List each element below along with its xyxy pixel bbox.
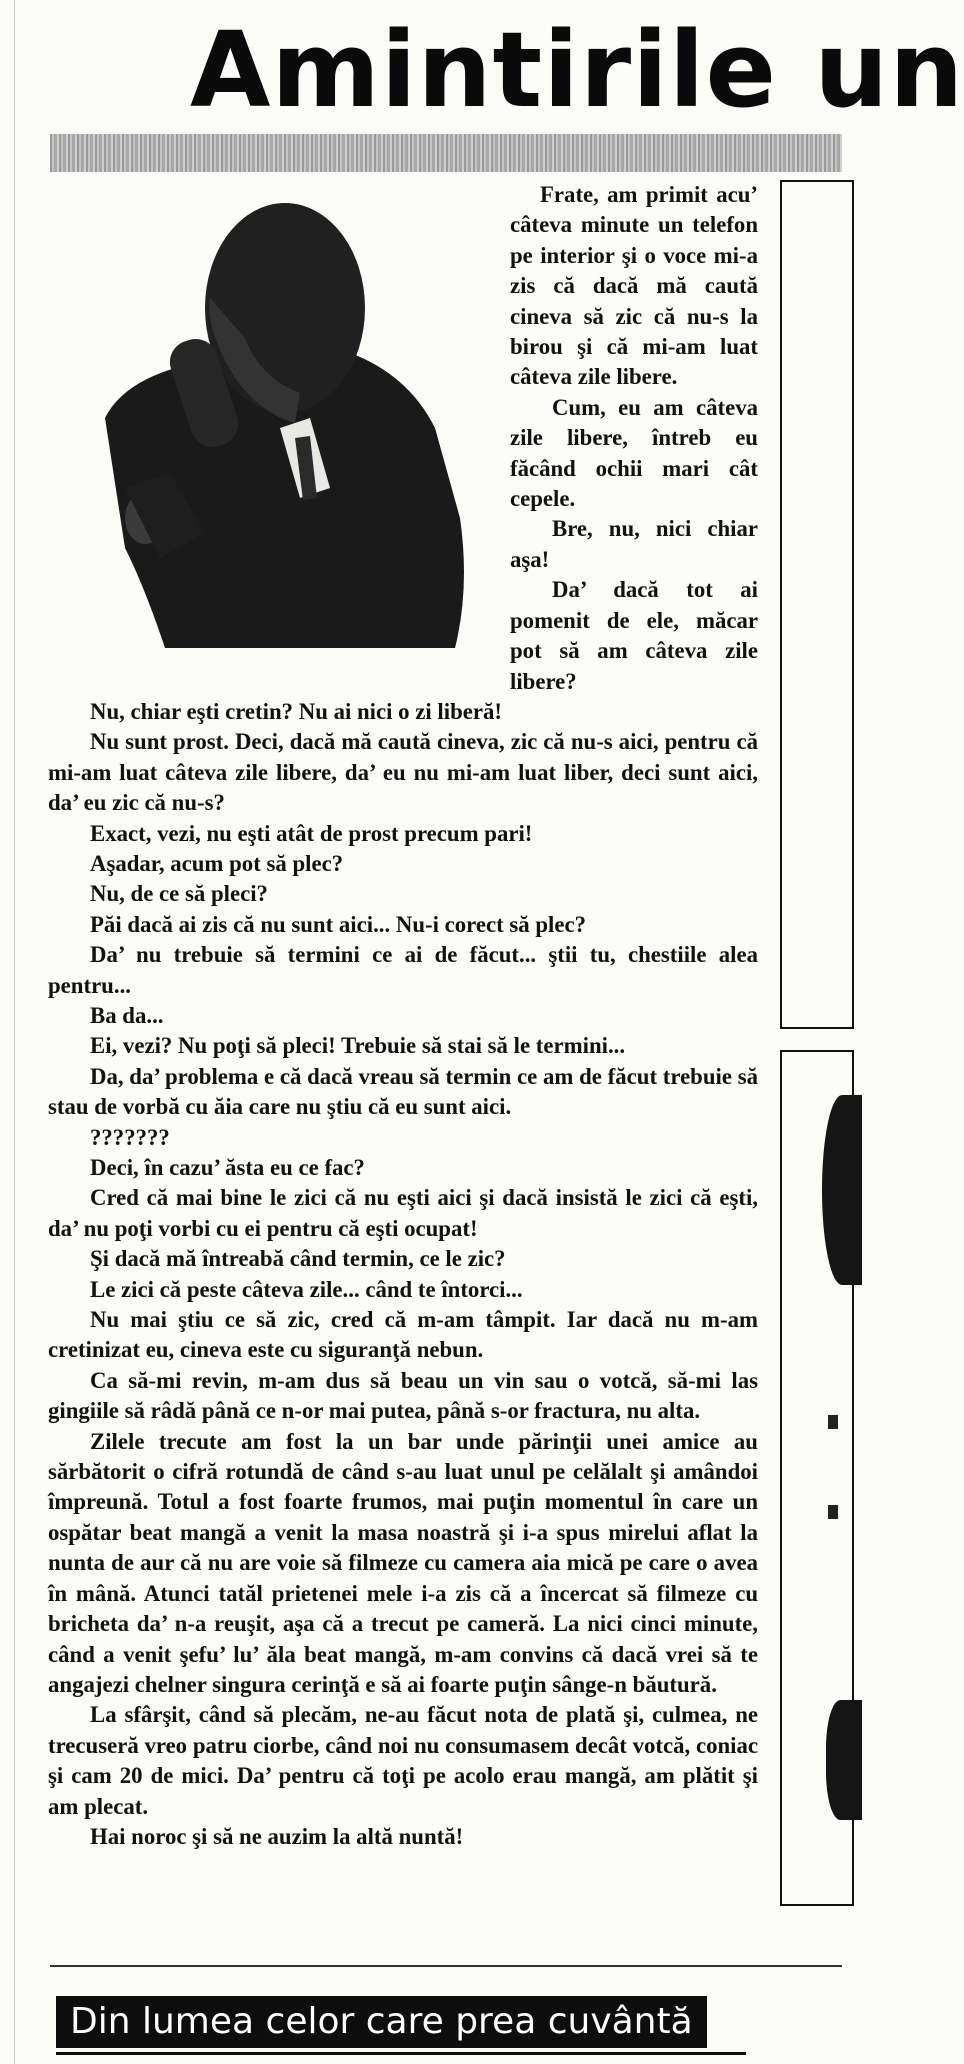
adjacent-photo-fragment <box>822 1095 862 1285</box>
article-paragraph: Nu, de ce să pleci? <box>90 881 268 907</box>
section-divider <box>50 1965 842 1967</box>
article-paragraph: Ei, vezi? Nu poţi să pleci! Trebuie să stai să le termini... <box>90 1033 626 1059</box>
article-paragraph: Ba da... <box>90 1002 164 1028</box>
article-paragraph: Le zici că peste câteva zile... când te întorci... <box>90 1276 523 1302</box>
header-halftone-band <box>50 134 842 172</box>
adjacent-column-box-top <box>780 180 854 1029</box>
article-paragraph: Aşadar, acum pot să plec? <box>90 850 344 876</box>
article-paragraph: Frate, am primit acu’ câteva minute un telefon pe interior şi o voce mi-a zis că dacă mă caută cineva să zic că nu-s la birou şi că mi-am luat câteva zile libere. <box>510 182 758 390</box>
article-paragraph: Da, da’ problema e că dacă vreau să termin ce am de făcut trebuie să stau de vorbă cu ăia care nu ştiu că eu sunt aici. <box>48 1063 758 1120</box>
page-headline: Amintirile un <box>190 9 964 131</box>
article-paragraph: Nu mai ştiu ce să zic, cred că m-am tâmpit. Iar dacă nu m-am cretinizat eu, cineva este cu siguranţă nebun. <box>48 1307 758 1363</box>
section-banner-underline <box>56 2052 746 2055</box>
photo-wrap-spacer <box>48 180 510 668</box>
article-paragraph: Da’ dacă tot ai pomenit de ele, măcar pot să am câteva zile libere? <box>510 577 758 694</box>
article-paragraph: ??????? <box>90 1124 170 1150</box>
article-paragraph: Păi dacă ai zis că nu sunt aici... Nu-i corect să plec? <box>90 911 587 937</box>
article-paragraph: Hai noroc şi să ne auzim la altă nuntă! <box>90 1823 464 1849</box>
article-paragraph: Nu sunt prost. Deci, dacă mă caută cineva, zic că nu-s aici, pentru că mi-am luat câteva zile libere, da’ eu nu mi-am luat liber, deci sunt aici, da’ eu zic că nu-s? <box>48 729 758 816</box>
article-paragraph: Nu, chiar eşti cretin? Nu ai nici o zi liberă! <box>90 698 502 724</box>
page-left-margin-rule <box>14 0 15 2064</box>
article-paragraph: La sfârşit, când să plecăm, ne-au făcut nota de plată şi, culmea, ne trecuseră vreo patru ciorbe, când noi nu consumasem decât votcă, coniac şi cam 20 de mici. Da’ pentru că toţi pe acolo erau mangă, am plătit şi am plecat. <box>48 1702 758 1819</box>
section-banner: Din lumea celor care prea cuvântă <box>56 1996 707 2048</box>
article-paragraph: Şi dacă mă întreabă când termin, ce le zic? <box>90 1246 506 1272</box>
article-paragraph: Deci, în cazu’ ăsta eu ce fac? <box>90 1155 365 1180</box>
adjacent-text-fragment <box>828 1505 838 1519</box>
article-paragraph: Ca să-mi revin, m-am dus să beau un vin sau o votcă, să-mi las gingiile să râdă până ce n-or mai putea, până s-or fractura, nu alta. <box>48 1367 758 1424</box>
adjacent-text-fragment <box>828 1415 838 1429</box>
article-paragraph: Exact, vezi, nu eşti atât de prost precum pari! <box>90 820 533 846</box>
article-paragraph: Da’ nu trebuie să termini ce ai de făcut... ştii tu, chestiile alea pentru... <box>48 942 758 998</box>
article-body <box>48 180 758 1852</box>
article-paragraph: Bre, nu, nici chiar aşa! <box>510 516 758 572</box>
article-paragraph: Zilele trecute am fost la un bar unde părinţii unei amice au sărbătorit o cifră rotundă de când s-au luat unul pe celălalt şi amândoi împreună. Totul a fost foarte frumos, mai puţin momentul în care un ospătar beat mangă a venit la masa noastră şi i-a spus mirelui aflat la nunta de aur că nu are voie să filmeze cu camera aia mică pe care o avea în mână. Atunci tatăl prietenei mele i-a zis că a încercat să filmeze cu bricheta da’ n-a reuşit, aşa că a trecut pe cameră. La nici cinci minute, când a venit şefu’ lu’ ăla beat mangă, m-am convins că dacă vrei să te angajezi chelner singura cerinţă e să ai foarte puţin sânge-n băutură. <box>48 1428 758 1697</box>
article-paragraph: Cred că mai bine le zici că nu eşti aici şi dacă insistă le zici că eşti, da’ nu poţi vorbi cu ei pentru că eşti ocupat! <box>48 1185 758 1241</box>
article-paragraph: Cum, eu am câteva zile libere, întreb eu făcând ochii mari cât cepele. <box>510 394 758 512</box>
adjacent-photo-fragment <box>826 1700 862 1820</box>
